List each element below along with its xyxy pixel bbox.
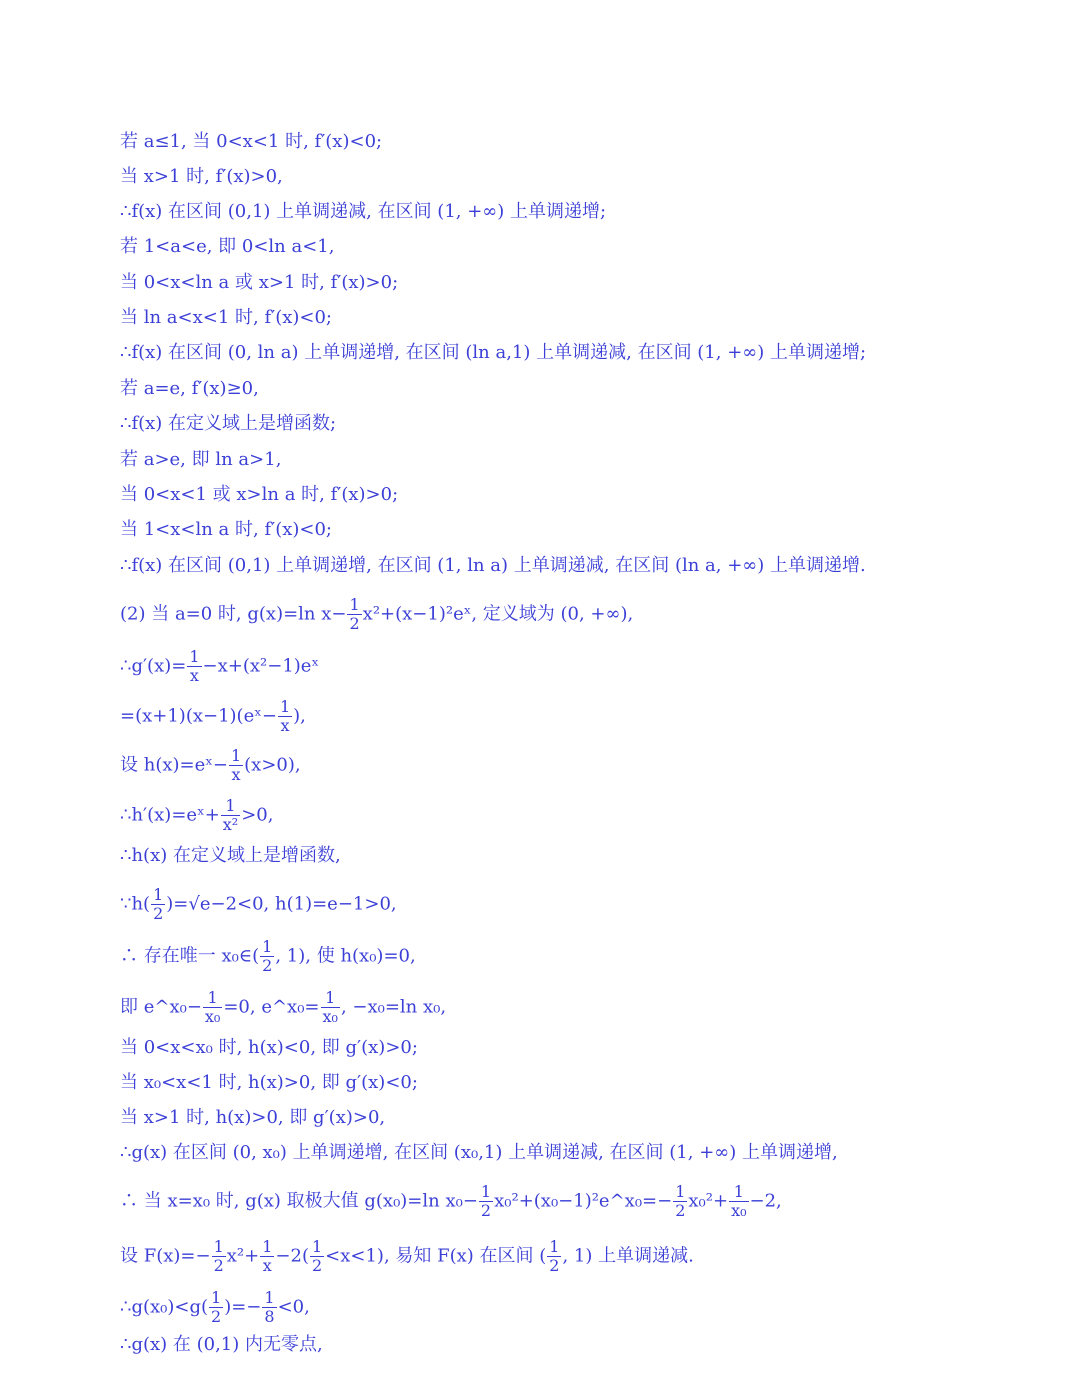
fraction: $\frac{1}{2}$ xyxy=(311,1237,323,1275)
line-21 xyxy=(120,938,416,975)
line-2: 当 x>1 时, f′(x)>0, xyxy=(120,166,283,187)
line-1: 若 a≤1, 当 0<x<1 时, f′(x)<0; xyxy=(120,131,383,152)
line-27 xyxy=(120,1183,782,1220)
line-20-a: ∵h( xyxy=(120,893,151,915)
fraction: $\frac{1}{2}$ xyxy=(213,1237,224,1275)
line-8: 若 a=e, f′(x)≥0, xyxy=(120,378,259,399)
line-25: 当 x>1 时, h(x)>0, 即 g′(x)>0, xyxy=(120,1107,386,1128)
line-24: 当 x₀<x<1 时, h(x)>0, 即 g′(x)<0; xyxy=(120,1072,418,1093)
fraction: $\frac{1}{2}$ xyxy=(675,1182,686,1220)
fraction: $\frac{1}{x}$ xyxy=(262,1237,273,1275)
line-16-b: ), xyxy=(293,705,306,727)
line-29-b: )=− xyxy=(224,1296,262,1318)
line-29 xyxy=(120,1289,310,1326)
line-16 xyxy=(120,698,306,735)
line-29-c: <0, xyxy=(277,1296,310,1318)
line-3: ∴f(x) 在区间 (0,1) 上单调递减, 在区间 (1, +∞) 上单调递增; xyxy=(120,201,607,222)
line-11: 当 0<x<1 或 x>ln a 时, f′(x)>0; xyxy=(120,484,399,505)
fraction: $\frac{1}{2}$ xyxy=(211,1288,222,1326)
fraction: $\frac{1}{\text{x₀}}$ xyxy=(731,1182,747,1220)
line-17-b: (x>0), xyxy=(244,754,301,776)
line-13: ∴f(x) 在区间 (0,1) 上单调递增, 在区间 (1, ln a) 上单调递减, 在区间 (ln a, +∞) 上单调递增. xyxy=(120,555,866,576)
fraction: $\frac{1}{x}$ xyxy=(189,647,200,685)
line-19: ∴h(x) 在定义域上是增函数, xyxy=(120,845,341,866)
line-14-a: (2) 当 a=0 时, g(x)=ln x− xyxy=(120,603,347,625)
line-28-c: −2( xyxy=(275,1245,309,1267)
line-28-b: x²+ xyxy=(226,1245,260,1267)
line-7: ∴f(x) 在区间 (0, ln a) 上单调递增, 在区间 (ln a,1) 上单调递减, 在区间 (1, +∞) 上单调递增; xyxy=(120,342,867,363)
line-18 xyxy=(120,797,273,834)
line-6: 当 ln a<x<1 时, f′(x)<0; xyxy=(120,307,333,328)
fraction: $\frac{1}{\text{x²}}$ xyxy=(222,796,239,834)
fraction: $\frac{1}{2}$ xyxy=(153,885,164,923)
line-14 xyxy=(120,596,633,633)
line-23: 当 0<x<x₀ 时, h(x)<0, 即 g′(x)>0; xyxy=(120,1037,418,1058)
line-17-a: 设 h(x)=eˣ− xyxy=(120,754,228,776)
fraction: $\frac{1}{\text{x₀}}$ xyxy=(322,988,338,1026)
line-4: 若 1<a<e, 即 0<ln a<1, xyxy=(120,236,335,257)
line-27-a: ∴ 当 x=x₀ 时, g(x) 取极大值 g(x₀)=ln x₀− xyxy=(120,1190,478,1212)
line-5: 当 0<x<ln a 或 x>1 时, f′(x)>0; xyxy=(120,272,399,293)
line-12: 当 1<x<ln a 时, f′(x)<0; xyxy=(120,519,333,540)
line-26: ∴g(x) 在区间 (0, x₀) 上单调递增, 在区间 (x₀,1) 上单调递减, 在区间 (1, +∞) 上单调递增, xyxy=(120,1142,838,1163)
fraction: $\frac{1}{2}$ xyxy=(549,1237,560,1275)
line-15-a: ∴g′(x)= xyxy=(120,655,187,677)
fraction: $\frac{1}{2}$ xyxy=(349,595,360,633)
line-27-d: −2, xyxy=(749,1190,782,1212)
line-9: ∴f(x) 在定义域上是增函数; xyxy=(120,413,337,434)
line-15-b: −x+(x²−1)eˣ xyxy=(202,655,320,677)
line-27-c: x₀²+ xyxy=(688,1190,729,1212)
line-27-b: x₀²+(x₀−1)²e^x₀=− xyxy=(494,1190,673,1212)
line-22-b: =0, e^x₀= xyxy=(223,996,320,1018)
line-28 xyxy=(120,1238,694,1275)
line-30: ∴g(x) 在 (0,1) 内无零点, xyxy=(120,1334,323,1355)
fraction: $\frac{1}{x}$ xyxy=(279,697,291,735)
line-22-a: 即 e^x₀− xyxy=(120,996,202,1018)
fraction: $\frac{1}{8}$ xyxy=(264,1288,275,1326)
fraction: $\frac{1}{2}$ xyxy=(262,937,273,975)
line-17 xyxy=(120,747,301,784)
line-16-a: =(x+1)(x−1)(eˣ− xyxy=(120,705,277,727)
fraction: $\frac{1}{\text{x₀}}$ xyxy=(204,988,221,1026)
line-18-a: ∴h′(x)=eˣ+ xyxy=(120,804,220,826)
fraction: $\frac{1}{x}$ xyxy=(230,746,242,784)
fraction: $\frac{1}{2}$ xyxy=(480,1182,492,1220)
line-21-b: , 1), 使 h(x₀)=0, xyxy=(275,945,416,967)
line-14-b: x²+(x−1)²eˣ, 定义域为 (0, +∞), xyxy=(362,603,634,625)
line-22 xyxy=(120,989,446,1026)
line-29-a: ∴g(x₀)<g( xyxy=(120,1296,209,1318)
line-10: 若 a>e, 即 ln a>1, xyxy=(120,449,282,470)
line-28-d: <x<1), 易知 F(x) 在区间 ( xyxy=(325,1245,547,1267)
line-20-b: )=√e−2<0, h(1)=e−1>0, xyxy=(166,893,397,915)
line-21-a: ∴ 存在唯一 x₀∈( xyxy=(120,945,260,967)
line-20 xyxy=(120,886,397,923)
line-28-a: 设 F(x)=− xyxy=(120,1245,211,1267)
line-28-e: , 1) 上单调递减. xyxy=(562,1245,694,1267)
line-18-b: >0, xyxy=(241,804,274,826)
line-15 xyxy=(120,648,319,685)
line-22-c: , −x₀=ln x₀, xyxy=(340,996,447,1018)
